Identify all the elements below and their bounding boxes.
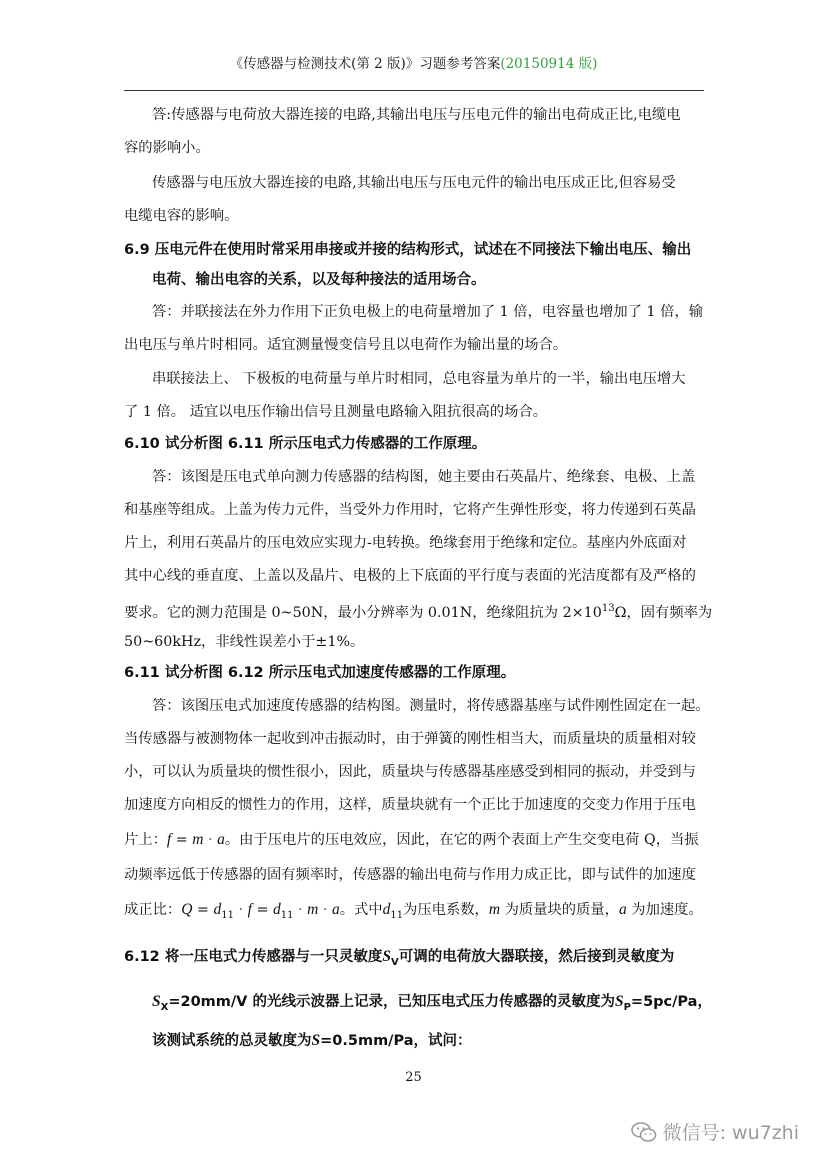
answer-line: 50~60kHz，非线性误差小于±1%。 <box>124 634 365 650</box>
answer-line: 当传感器与被测物体一起收到冲击振动时，由于弹簧的刚性相当大，而质量块的质量相对较 <box>124 731 696 747</box>
answer-line: 了 1 倍。 适宜以电压作输出信号且测量电路输入阻抗很高的场合。 <box>124 404 548 420</box>
wechat-icon <box>631 1121 657 1143</box>
answer-line: 答：该图是压电式单向测力传感器的结构图，她主要由石英晶片、绝缘套、电极、上盖 <box>152 469 696 485</box>
answer-line: 电缆电容的影响。 <box>124 208 239 224</box>
answer-line: 出电压与单片时相同。适宜测量慢变信号且以电荷作为输出量的场合。 <box>124 337 568 353</box>
wechat-watermark <box>631 1118 799 1145</box>
answer-line: 动频率远低于传感器的固有频率时，传感器的输出电荷与作用力成正比，即与试件的加速度 <box>124 867 696 883</box>
answer-line: 答:传感器与电荷放大器连接的电路,其输出电压与压电元件的输出电荷成正比,电缆电 <box>152 107 681 123</box>
answer-line: 其中心线的垂直度、上盖以及晶片、电极的上下底面的平行度与表面的光洁度都有及严格的 <box>124 568 696 584</box>
answer-line: 片上，利用石英晶片的压电效应实现力-电转换。绝缘套用于绝缘和定位。基座内外底面对 <box>124 535 687 551</box>
answer-line: 传感器与电压放大器连接的电路,其输出电压与压电元件的输出电压成正比,但容易受 <box>152 175 676 191</box>
answer-line: 和基座等组成。上盖为传力元件，当受外力作用时，它将产生弹性形变，将力传递到石英晶 <box>124 502 696 518</box>
version-label: (20150914 版) <box>500 56 598 72</box>
header-rule <box>124 90 704 91</box>
question-6-9-cont: 电荷、输出电容的关系，以及每种接法的适用场合。 <box>152 272 486 288</box>
answer-line: 小，可以认为质量块的惯性很小，因此，质量块与传感器基座感受到相同的振动，并受到与 <box>124 764 696 780</box>
answer-line-formula: 成正比：$Q = d_{11} \cdot f = d_{11} \cdot m \cdot a$。式中$d_{11}$为压电系数，m 为质量块的质量，a 为加速度。 <box>124 901 703 921</box>
question-6-10: 6.10 试分析图 6.11 所示压电式力传感器的工作原理。 <box>124 436 487 452</box>
question-6-12-cont: 该测试系统的总灵敏度为S=0.5mm/Pa，试问： <box>152 1032 472 1049</box>
watermark-text: 微信号: wu7zhi <box>662 1122 799 1144</box>
answer-line-formula: 片上：f = m · a。由于压电片的压电效应，因此，在它的两个表面上产生交变电荷 Q，当振 <box>124 831 699 848</box>
question-6-9: 6.9 压电元件在使用时常采用串接或并接的结构形式，试述在不同接法下输出电压、输出 <box>124 242 692 258</box>
question-6-11: 6.11 试分析图 6.12 所示压电式加速度传感器的工作原理。 <box>124 665 516 681</box>
answer-line: 要求。它的测力范围是 0~50N，最小分辨率为 0.01N，绝缘阻抗为 $2\times 10^{13}\Omega$，固有频率为 <box>124 603 713 621</box>
question-6-12-cont: $S_X=20mm/V$ 的光线示波器上记录，已知压电式压力传感器的灵敏度为$S_P=5pc/Pa$， <box>152 993 712 1013</box>
question-6-12: 6.12 将一压电式力传感器与一只灵敏度$S_V$可调的电荷放大器联接，然后接到灵敏度为 <box>124 948 675 968</box>
answer-line: 容的影响小。 <box>124 140 210 156</box>
answer-line: 串联接法上、 下极板的电荷量与单片时相同，总电容量为单片的一半，输出电压增大 <box>152 371 686 387</box>
answer-line: 答：并联接法在外力作用下正负电极上的电荷量增加了 1 倍，电容量也增加了 1 倍，输 <box>152 304 704 320</box>
page-header <box>0 52 827 72</box>
book-title: 《传感器与检测技术(第 2 版)》习题参考答案 <box>229 56 501 72</box>
answer-line: 答：该图压电式加速度传感器的结构图。测量时，将传感器基座与试件刚性固定在一起。 <box>152 698 710 714</box>
answer-line: 加速度方向相反的惯性力的作用，这样，质量块就有一个正比于加速度的交变力作用于压电 <box>124 797 696 813</box>
page-number: 25 <box>405 1070 422 1085</box>
